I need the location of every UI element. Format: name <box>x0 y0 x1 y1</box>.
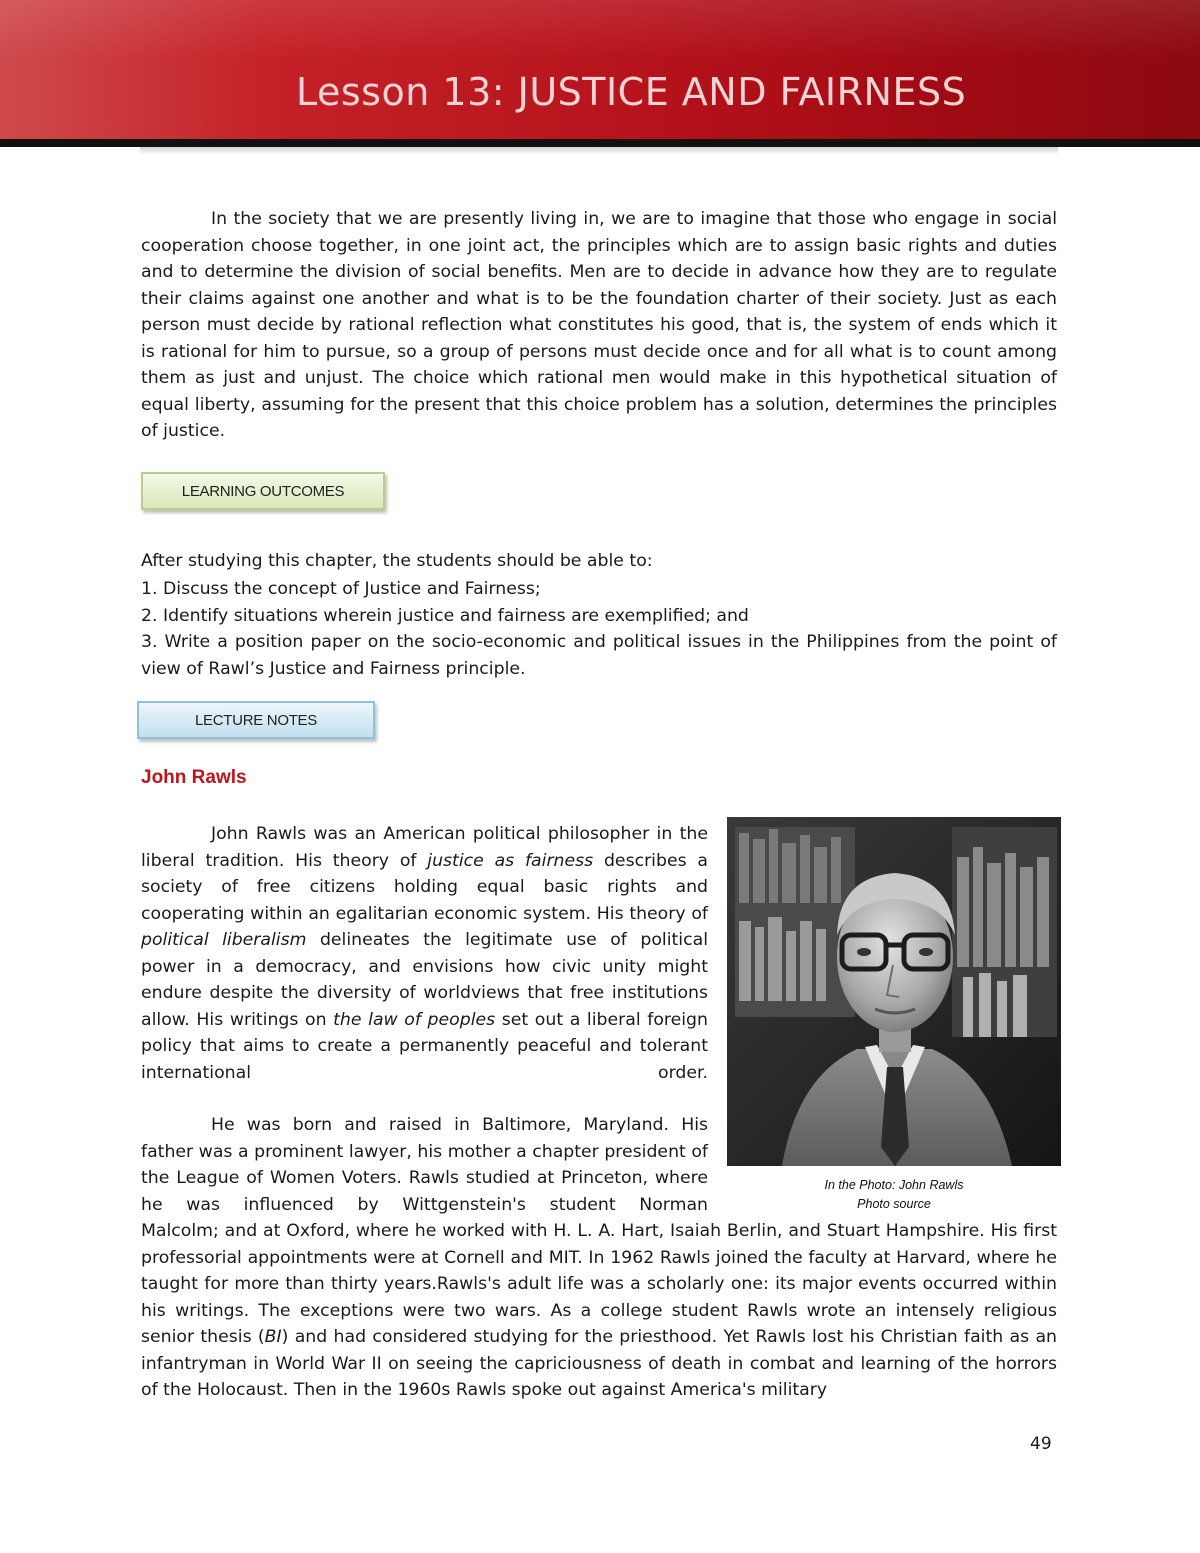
outcome-item: 3. Write a position paper on the socio-economic and political issues in the Philippines from the point of view of Rawl’s Justice and Fairness principle. <box>141 632 1057 679</box>
para-text: Malcolm; and at Oxford, where he worked with H. L. A. Hart, Isaiah Berlin, and Stuart Hampshire. His first professorial appointments were at Cornell and MIT. In 1962 Rawls joined the faculty at Harvard, where he taught for more than thirty years.Rawls's adult life was a scholarly one: its major events occurred within his writings. The exceptions were two wars. As a college student Rawls wrote an intensely religious senior thesis ( <box>141 1221 1057 1347</box>
section-heading: John Rawls <box>141 767 247 788</box>
outcome-item: 2. Identify situations wherein justice and fairness are exemplified; and <box>141 605 749 626</box>
para-emphasis: political liberalism <box>141 930 307 950</box>
page-number: 49 <box>1030 1434 1052 1454</box>
para-text: ) and had considered studying for the priesthood. Yet Rawls lost his Christian faith as an infantryman in World War II on seeing the capriciousness of death in combat and learning of the horrors of the Holocaust. Then in the 1960s Rawls spoke out against America's military <box>141 1327 1058 1400</box>
header-shadow <box>140 147 1058 154</box>
rawls-career-paragraph <box>141 1218 1057 1404</box>
portrait-photo <box>727 817 1061 1166</box>
para-text: John Rawls was an American political philosopher in the liberal tradition. His theory of <box>141 824 708 871</box>
portrait-icon <box>727 817 1061 1166</box>
outcomes-list <box>141 576 1057 682</box>
lecture-notes-label: LECTURE NOTES <box>137 701 375 739</box>
header-divider <box>0 139 1200 147</box>
para-emphasis: the law of peoples <box>333 1009 496 1030</box>
outcome-item: 1. Discuss the concept of Justice and Fairness; <box>141 579 541 599</box>
photo-caption: In the Photo: John Rawls <box>824 1178 964 1192</box>
outcomes-intro: After studying this chapter, the students should be able to: <box>141 551 653 571</box>
para-emphasis: BI <box>264 1327 282 1347</box>
lesson-title: Lesson 13: JUSTICE AND FAIRNESS <box>296 70 967 114</box>
learning-outcomes-label: LEARNING OUTCOMES <box>141 472 385 510</box>
rawls-early-life-paragraph: He was born and raised in Baltimore, Maryland. His father was a prominent lawyer, his mother a chapter president of the League of Women Voters. Rawls studied at Princeton, where he was influenced by Wittgenstein's student Norman <box>141 1115 708 1215</box>
rawls-bio-paragraph <box>141 821 708 1086</box>
intro-paragraph: In the society that we are presently living in, we are to imagine that those who engage in social cooperation choose together, in one joint act, the principles which are to assign basic rights and duties and to determine the division of social benefits. Men are to decide in advance how they are to regulate their claims against one another and what is to be the foundation charter of their society. Just as each person must decide by rational reflection what constitutes his good, that is, the system of ends which it is rational for him to pursue, so a group of persons must decide once and for all what is to count among them as just and unjust. The choice which rational men would make in this hypothetical situation of equal liberty, assuming for the present that this choice problem has a solution, determines the principles of justice. <box>141 209 1057 441</box>
para-text: delineates the legitimate use of political power in a democracy, and envisions how civic unity might endure despite the diversity of worldviews that free institutions allow. His writings on <box>141 930 708 1030</box>
para-text: describes a society of free citizens holding equal basic rights and cooperating within an egalitarian economic system. His theory of <box>141 850 708 924</box>
para-emphasis: justice as fairness <box>427 850 594 871</box>
photo-source: Photo source <box>857 1197 931 1211</box>
para-text: set out a liberal foreign policy that aims to create a permanently peaceful and tolerant international order. <box>141 1009 708 1083</box>
